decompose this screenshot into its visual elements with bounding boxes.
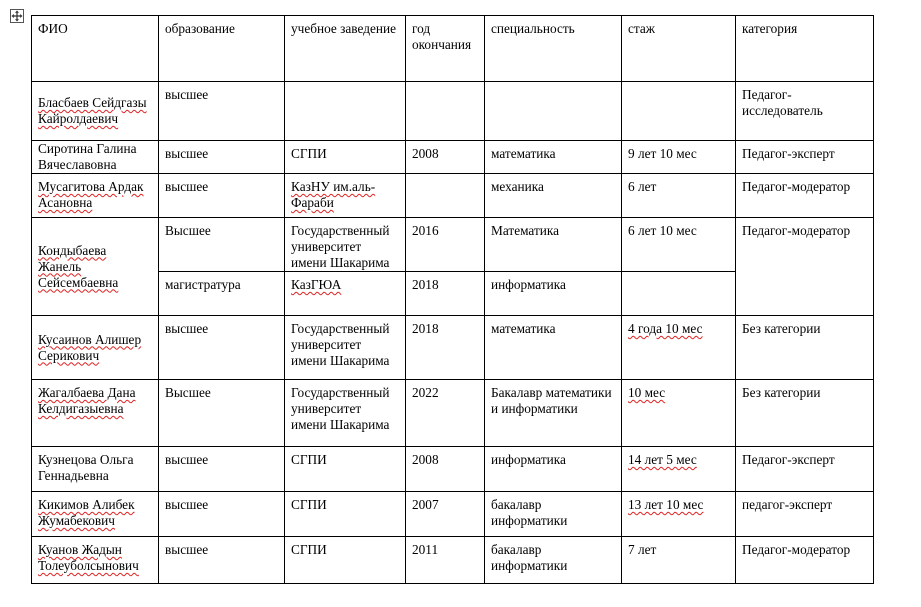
table-row (32, 316, 874, 380)
cell-education: магистратура (159, 272, 285, 316)
cell-institution: Государственный университет имени Шакарима (285, 218, 406, 272)
cell-name: Кузнецова Ольга Геннадьевна (32, 447, 159, 492)
cell-institution: КазГЮА (285, 272, 406, 316)
cell-institution (285, 82, 406, 141)
cell-year: 2022 (406, 380, 485, 447)
cell-name: Кикимов Алибек Жумабекович (32, 492, 159, 537)
cell-education: Высшее (159, 218, 285, 272)
cell-name: Куанов Жадын Толеуболсынович (32, 537, 159, 584)
four-arrows-icon (11, 10, 23, 22)
cell-specialty: информатика (485, 447, 622, 492)
cell-category: Педагог-модератор (736, 174, 874, 218)
cell-institution: СГПИ (285, 447, 406, 492)
cell-institution: СГПИ (285, 141, 406, 174)
cell-education: высшее (159, 316, 285, 380)
cell-year (406, 174, 485, 218)
table-row (32, 447, 874, 492)
cell-specialty: математика (485, 316, 622, 380)
cell-year (406, 82, 485, 141)
cell-year: 2011 (406, 537, 485, 584)
cell-name: Кондыбаева Жанель Сейсембаевна (32, 218, 159, 316)
cell-education: высшее (159, 141, 285, 174)
cell-education: высшее (159, 492, 285, 537)
cell-institution: КазНУ им.аль-Фараби (285, 174, 406, 218)
cell-category: педагог-эксперт (736, 492, 874, 537)
staff-table (31, 15, 874, 584)
cell-institution: СГПИ (285, 492, 406, 537)
cell-experience: 13 лет 10 мес (622, 492, 736, 537)
cell-experience: 6 лет (622, 174, 736, 218)
cell-specialty: механика (485, 174, 622, 218)
header-category: категория (736, 16, 874, 82)
header-specialty: специальность (485, 16, 622, 82)
cell-name: Жагалбаева Дана Келдигазыевна (32, 380, 159, 447)
cell-experience: 7 лет (622, 537, 736, 584)
header-name: ФИО (32, 16, 159, 82)
cell-specialty: бакалавр информатики (485, 537, 622, 584)
cell-name: Мусагитова Ардак Асановна (32, 174, 159, 218)
cell-year: 2018 (406, 316, 485, 380)
cell-institution: Государственный университет имени Шакарима (285, 380, 406, 447)
cell-education: высшее (159, 537, 285, 584)
cell-experience: 4 года 10 мес (622, 316, 736, 380)
cell-year: 2008 (406, 447, 485, 492)
cell-experience: 14 лет 5 мес (622, 447, 736, 492)
cell-education: высшее (159, 174, 285, 218)
table-row (32, 492, 874, 537)
cell-specialty: бакалавр информатики (485, 492, 622, 537)
cell-specialty: Математика (485, 218, 622, 272)
cell-category: Педагог-модератор (736, 218, 874, 316)
header-institution: учебное заведение (285, 16, 406, 82)
cell-name: Сиротина Галина Вячеславовна (32, 141, 159, 174)
cell-specialty: информатика (485, 272, 622, 316)
cell-year: 2016 (406, 218, 485, 272)
header-experience: стаж (622, 16, 736, 82)
cell-name: Бласбаев Сейдгазы Кайролдаевич (32, 82, 159, 141)
cell-category: Педагог-исследователь (736, 82, 874, 141)
cell-education: высшее (159, 82, 285, 141)
cell-experience: 9 лет 10 мес (622, 141, 736, 174)
header-year: год окончания (406, 16, 485, 82)
cell-experience (622, 272, 736, 316)
cell-specialty (485, 82, 622, 141)
cell-year: 2007 (406, 492, 485, 537)
cell-category: Педагог-модератор (736, 537, 874, 584)
cell-category: Без категории (736, 316, 874, 380)
table-row (32, 218, 874, 272)
cell-experience: 6 лет 10 мес (622, 218, 736, 272)
table-row (32, 174, 874, 218)
cell-education: высшее (159, 447, 285, 492)
cell-specialty: математика (485, 141, 622, 174)
cell-year: 2018 (406, 272, 485, 316)
cell-experience (622, 82, 736, 141)
cell-category: Педагог-эксперт (736, 447, 874, 492)
cell-education: Высшее (159, 380, 285, 447)
table-header-row (32, 16, 874, 82)
header-education: образование (159, 16, 285, 82)
table-row (32, 141, 874, 174)
cell-year: 2008 (406, 141, 485, 174)
cell-institution: СГПИ (285, 537, 406, 584)
table-row (32, 380, 874, 447)
table-move-handle-icon[interactable] (10, 9, 24, 23)
cell-specialty: Бакалавр математики и информатики (485, 380, 622, 447)
table-row (32, 537, 874, 584)
cell-experience: 10 мес (622, 380, 736, 447)
cell-category: Без категории (736, 380, 874, 447)
cell-name: Кусаинов Алишер Серикович (32, 316, 159, 380)
table-row (32, 82, 874, 141)
cell-institution: Государственный университет имени Шакарима (285, 316, 406, 380)
cell-category: Педагог-эксперт (736, 141, 874, 174)
